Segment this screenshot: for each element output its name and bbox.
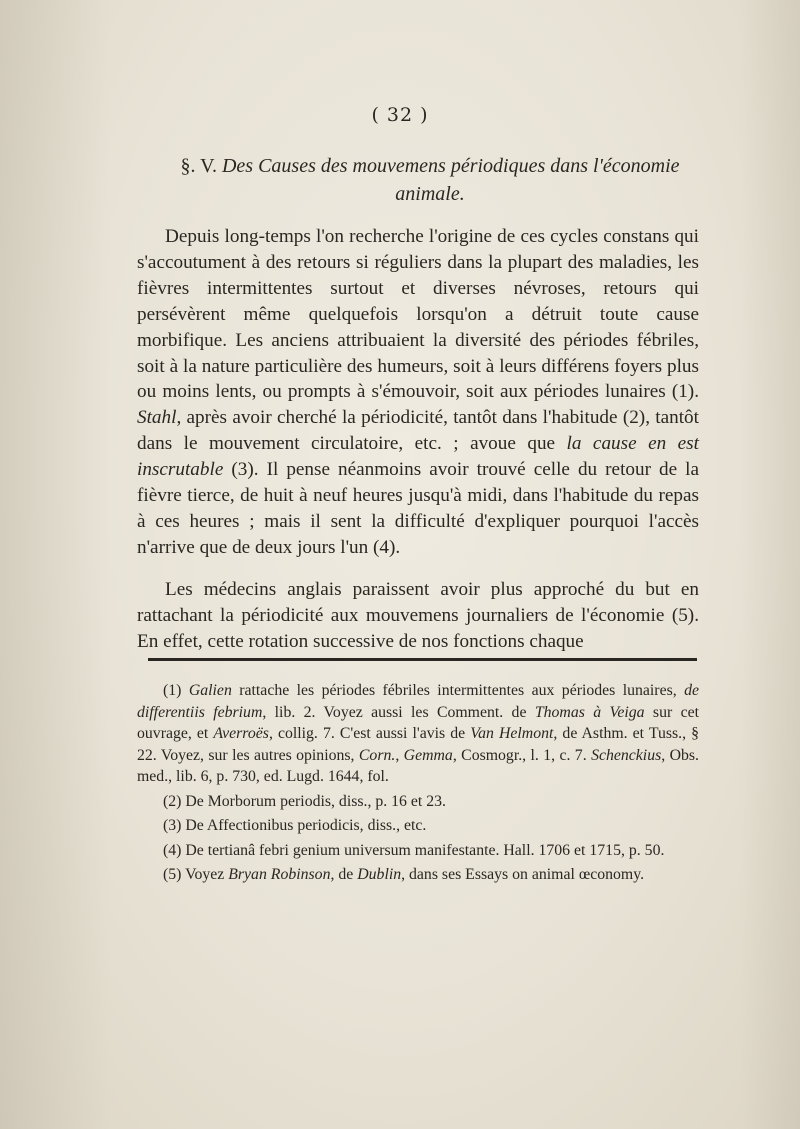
italic-text: la cause en est inscrutable (137, 433, 699, 481)
page-gutter-shadow (0, 0, 110, 1129)
text-run: rattache les périodes fébriles intermittentes aux périodes lunaires, (231, 682, 685, 699)
text-run: (2) De Morborum periodis, diss., p. 16 et 23. (163, 792, 446, 810)
text-run: (3) De Affectionibus periodicis, diss., etc. (163, 817, 427, 834)
italic-text: Dublin (357, 866, 402, 883)
text-run: , collig. 7. C'est aussi l'avis de (268, 725, 471, 742)
text-run: Depuis long-temps l'on recherche l'origine de ces cycles constans qui s'accoutument à des retours si réguliers dans la plupart des maladies, les fièvres intermittentes surtout et diverses névroses, retours qui persévèrent même quelquefois lorsqu'on a détruit toute cause morbifique. Les anciens attribuaient la diversité des périodes fébriles, soit à la nature particulière des humeurs, soit à leurs différens foyers plus ou moins lents, ou prompts à s'émouvoir, soit aux périodes lunaires (1). (137, 226, 699, 403)
page-number: ( 32 ) (371, 104, 429, 126)
paragraph (137, 224, 699, 561)
section-number: §. V. (180, 155, 217, 177)
text-run: , après avoir cherché la périodicité, tantôt dans l'habitude (2), tantôt dans le mouvement circulatoire, etc. ; avoue que (137, 407, 699, 455)
italic-text: Thomas à Veiga (534, 703, 645, 721)
text-run: , lib. 2. Voyez aussi les Comment. de (262, 703, 535, 721)
italic-text: Stahl (137, 407, 177, 429)
paragraph (137, 577, 699, 655)
section-title: Des Causes des mouvemens périodiques dans l'économie animale. (221, 155, 680, 205)
footnote-divider (148, 658, 697, 661)
footnote (137, 840, 699, 862)
footnote (137, 815, 699, 837)
italic-text: Corn. (358, 746, 396, 764)
footnote (137, 680, 699, 788)
text-run: , dans ses Essays on animal œconomy. (401, 866, 645, 883)
text-run: Les médecins anglais paraissent avoir plus approché du but en rattachant la périodicité aux mouvemens journaliers de l'économie (5). En effet, cette rotation successive de nos fonctions chaque (137, 578, 699, 652)
italic-text: Galien (188, 682, 232, 699)
text-run: (5) Voyez (163, 866, 229, 883)
text-run: , de Asthm. et Tuss., § 22. Voyez, sur les autres opinions, (137, 725, 699, 764)
italic-text: Gemma (403, 746, 453, 764)
italic-text: de differentiis febrium (137, 682, 700, 721)
italic-text: Van Helmont (470, 725, 554, 742)
italic-text: Bryan Robinson (228, 866, 331, 883)
section-heading (150, 152, 710, 208)
page-edge-shadow (740, 0, 800, 1129)
text-run: , de (330, 866, 358, 883)
text-run: sur cet ouvrage, et (137, 703, 700, 742)
text-run: , Cosmogr., l. 1, c. 7. (452, 746, 592, 764)
italic-text: Schenckius (591, 746, 662, 764)
text-run: (4) De tertianâ febri genium universum manifestante. Hall. 1706 et 1715, p. 50. (163, 841, 665, 859)
footnote (137, 791, 699, 813)
text-run: (1) (163, 682, 189, 699)
footnotes (137, 680, 699, 889)
footnote (137, 864, 699, 886)
text-run: , Obs. med., lib. 6, p. 730, ed. Lugd. 1644, fol. (137, 746, 699, 785)
main-text (137, 224, 699, 671)
italic-text: Averroës (213, 725, 269, 742)
text-run: (3). Il pense néanmoins avoir trouvé celle du retour de la fièvre tierce, de huit à neuf heures jusqu'à midi, dans l'habitude du repas à ces heures ; mais il sent la difficulté d'expliquer pourquoi l'accès n'arrive que de deux jours l'un (4). (137, 459, 699, 558)
text-run: , (395, 746, 404, 764)
